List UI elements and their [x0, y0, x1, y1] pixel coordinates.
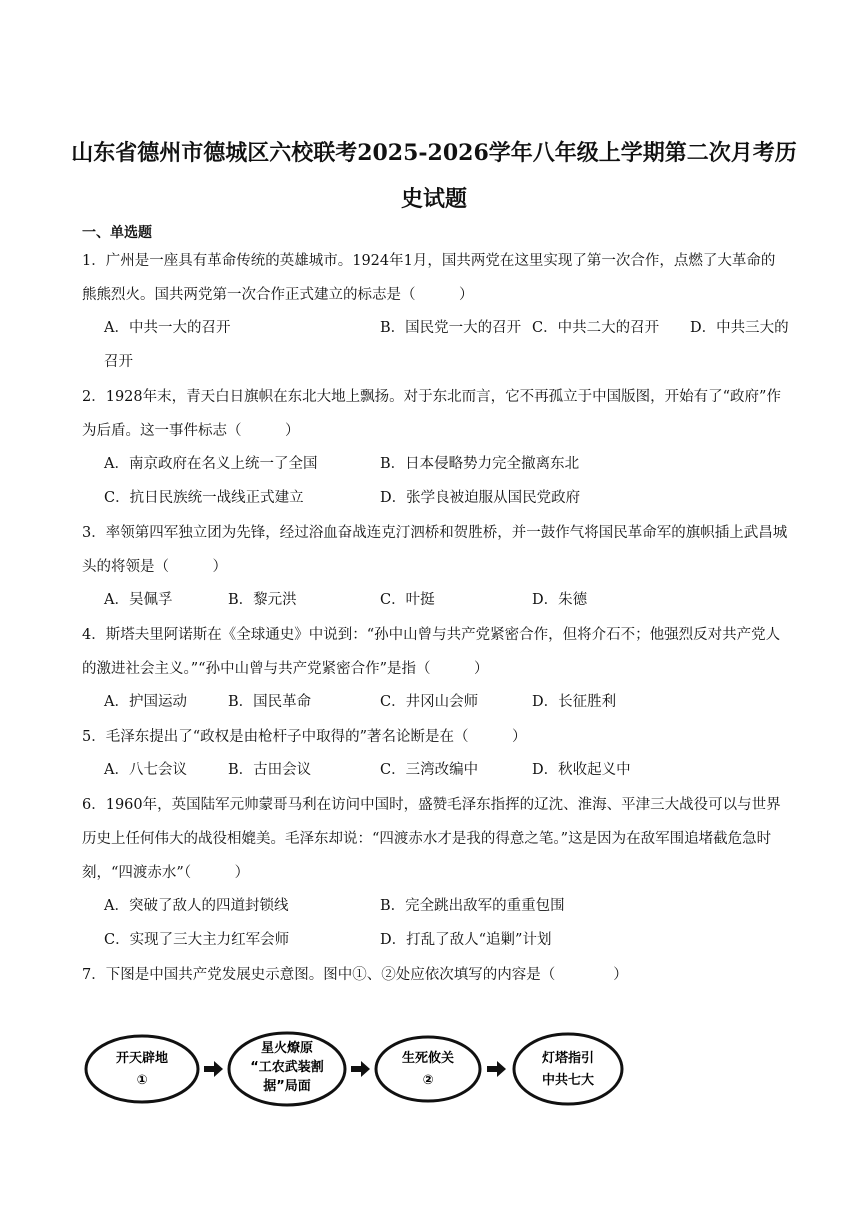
question-5-stem: 5．毛泽东提出了“政权是由枪杆子中取得的”著名论断是在（ ） [82, 729, 527, 745]
q1-option-d: D．中共三大的 [690, 320, 789, 336]
diagram-node-3 [376, 1037, 480, 1101]
question-2-stem: 2．1928年末，青天白日旗帜在东北大地上飘扬。对于东北而言，它不再孤立于中国版图，开始有了“政府”作为后盾。这一事件标志（ ） [82, 389, 781, 439]
q1-option-c: C．中共二大的召开 [532, 320, 660, 336]
node-2-line-3: 据”局面 [263, 1079, 311, 1094]
q1-option-d-continued: 召开 [104, 354, 133, 370]
right-arrow-icon [204, 1061, 223, 1077]
q4-option-d: D．长征胜利 [532, 694, 617, 710]
node-3-line-2: ② [422, 1073, 434, 1088]
node-4-line-2: 中共七大 [541, 1073, 595, 1088]
title-line-2: 史试题 [400, 186, 467, 212]
node-4-line-1: 灯塔指引 [541, 1051, 595, 1066]
party-history-diagram [82, 1024, 732, 1114]
q2-option-d: D．张学良被迫服从国民党政府 [380, 490, 581, 506]
q5-option-d: D．秋收起义中 [532, 762, 631, 778]
question-1-stem: 1．广州是一座具有革命传统的英雄城市。1924年1月，国共两党在这里实现了第一次合作，点燃了大革命的熊熊烈火。国共两党第一次合作正式建立的标志是（ ） [82, 253, 776, 303]
q4-option-a: A．护国运动 [104, 694, 187, 710]
node-3-line-1: 生死攸关 [401, 1051, 455, 1066]
node-1-line-1: 开天辟地 [115, 1051, 169, 1066]
q6-option-a: A．突破了敌人的四道封锁线 [104, 898, 289, 914]
node-1-line-2: ① [136, 1073, 148, 1088]
node-2-line-2: “工农武装割 [250, 1060, 324, 1075]
q2-option-b: B．日本侵略势力完全撤离东北 [380, 456, 580, 472]
node-2-line-1: 星火燎原 [260, 1041, 314, 1056]
right-arrow-icon [487, 1061, 506, 1077]
q3-option-b: B．黎元洪 [228, 592, 297, 608]
q5-option-b: B．古田会议 [228, 762, 312, 778]
q3-option-a: A．吴佩孚 [104, 592, 173, 608]
q4-option-b: B．国民革命 [228, 694, 312, 710]
right-arrow-icon [351, 1061, 370, 1077]
diagram-node-4 [514, 1034, 622, 1104]
q2-option-c: C．抗日民族统一战线正式建立 [104, 490, 304, 506]
question-6-stem: 6．1960年，英国陆军元帅蒙哥马利在访问中国时，盛赞毛泽东指挥的辽沈、淮海、平津三大战役可以与世界历史上任何伟大的战役相媲美。毛泽东却说：“四渡赤水才是我的得意之笔。”这是因为在敌军围追堵截危急时刻，“四渡赤水”（ ） [82, 797, 781, 881]
title-line-1: 山东省德州市德城区六校联考2025-2026学年八年级上学期第二次月考历 [71, 140, 797, 166]
q6-option-b: B．完全跳出敌军的重重包围 [380, 898, 565, 914]
question-7-stem: 7．下图是中国共产党发展史示意图。图中①、②处应依次填写的内容是（ ） [82, 967, 628, 983]
q5-option-a: A．八七会议 [104, 762, 187, 778]
question-3-stem: 3．率领第四军独立团为先锋，经过浴血奋战连克汀泗桥和贺胜桥，并一鼓作气将国民革命军的旗帜插上武昌城头的将领是（ ） [82, 525, 788, 575]
section-heading: 一、单选题 [82, 225, 152, 241]
q6-option-d: D．打乱了敌人“追剿”计划 [380, 932, 552, 948]
q1-option-a: A．中共一大的召开 [104, 320, 231, 336]
q6-option-c: C．实现了三大主力红军会师 [104, 932, 290, 948]
q5-option-c: C．三湾改编中 [380, 762, 479, 778]
diagram-node-1 [86, 1036, 198, 1102]
q2-option-a: A．南京政府在名义上统一了全国 [104, 456, 318, 472]
q4-option-c: C．井冈山会师 [380, 694, 479, 710]
question-4-stem: 4．斯塔夫里阿诺斯在《全球通史》中说到：“孙中山曾与共产党紧密合作，但将介石不；他强烈反对共产党人的激进社会主义。”“孙中山曾与共产党紧密合作”是指（ ） [82, 627, 781, 677]
q1-option-b: B．国民党一大的召开 [380, 320, 522, 336]
q3-option-c: C．叶挺 [380, 592, 435, 608]
q3-option-d: D．朱德 [532, 592, 588, 608]
diagram-node-2 [229, 1033, 345, 1105]
